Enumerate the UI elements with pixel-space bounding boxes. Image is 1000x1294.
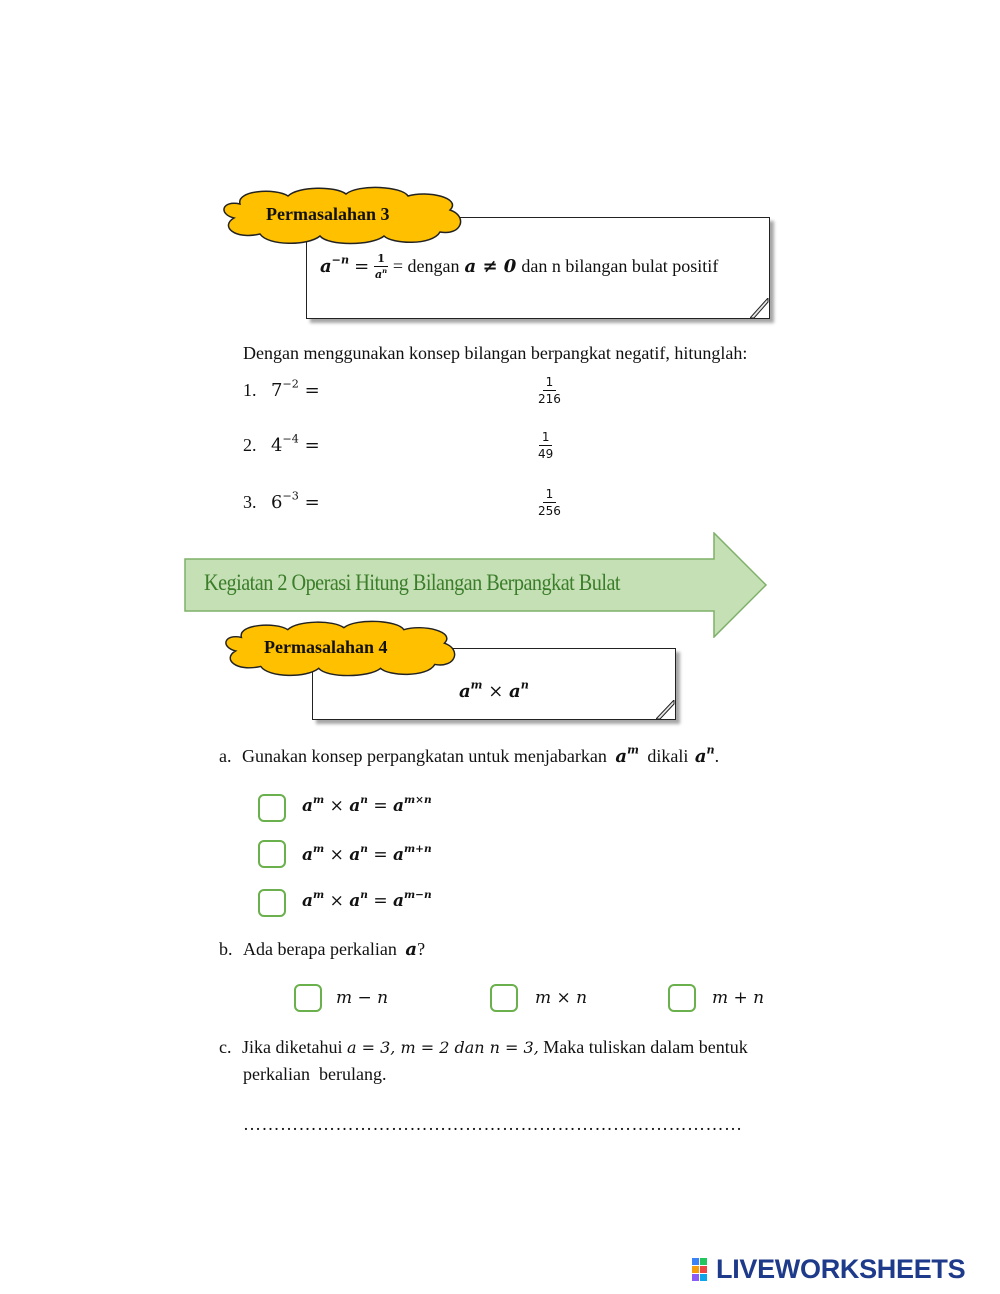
opt-equals: = (373, 796, 388, 816)
question-c-line2: perkalian berulang. (243, 1064, 387, 1084)
answer-numerator: 1 (543, 488, 557, 503)
opt-rhs-exp: m+n (404, 843, 432, 856)
question-var: a (405, 939, 418, 960)
page-curl-icon (656, 700, 676, 720)
opt-exp-n: n (360, 843, 368, 856)
opt-base: a (349, 796, 361, 816)
formula-den-base: a (375, 268, 383, 281)
question-a: a. Gunakan konsep perpangkatan untuk menjabarkan $a^m$ dikali $a^n$. (219, 743, 720, 767)
problem3-formula: $a^{-n}$ = $\frac{1}{a^n}$ = dengan a ≠ 0 dan n bilangan bulat positif (320, 252, 719, 281)
liveworksheets-logo-icon (692, 1258, 716, 1282)
answer-fraction-3 (538, 488, 561, 517)
item-exp: −2 (282, 377, 299, 391)
problem4-formula (459, 678, 529, 702)
opt-base: a (302, 796, 314, 816)
problem4-badge-label: Permasalahan 4 (264, 637, 388, 657)
opt-base: a (302, 845, 314, 865)
question-label: a. (219, 746, 232, 766)
item-equals: = (304, 492, 320, 513)
opt-base: a (392, 845, 404, 865)
question-values: a = 3, m = 2 dan n = 3, (346, 1038, 539, 1057)
option-a1-checkbox[interactable] (258, 794, 286, 822)
problem3-instruction: Dengan menggunakan konsep bilangan berpangkat negatif, hitunglah: (243, 343, 748, 363)
opt-exp-m: m (313, 843, 325, 856)
formula-lhs-base: a (320, 256, 332, 277)
option-b3-label: m + n (712, 988, 765, 1008)
liveworksheets-logo-text[interactable]: LIVEWORKSHEETS (716, 1254, 966, 1284)
opt-times: × (329, 845, 344, 865)
opt-base: a (392, 796, 404, 816)
option-a2-checkbox[interactable] (258, 840, 286, 868)
formula-base: a (509, 681, 521, 702)
answer-numerator: 1 (539, 431, 553, 446)
answer-fraction-1 (538, 376, 561, 405)
opt-exp-m: m (313, 889, 325, 902)
question-text: Jika diketahui (242, 1037, 343, 1057)
item-base: 4 (271, 435, 283, 456)
option-a2-label (302, 845, 432, 865)
item-number: 3. (243, 492, 257, 512)
item-equals: = (304, 435, 320, 456)
formula-base: a (459, 681, 471, 702)
option-a3-label (302, 891, 432, 911)
item-equals: = (304, 380, 320, 401)
answer-denominator: 256 (538, 504, 561, 518)
question-text-post: Maka tuliskan dalam bentuk (543, 1037, 748, 1057)
formula-numerator: 1 (374, 253, 388, 267)
question-text: Gunakan konsep perpangkatan untuk menjabarkan (242, 746, 607, 766)
item-base: 6 (271, 492, 283, 513)
opt-times: × (329, 891, 344, 911)
option-a3-checkbox[interactable] (258, 889, 286, 917)
item-3 (243, 489, 320, 513)
opt-rhs-exp: m×n (404, 794, 432, 807)
item-exp: −4 (282, 432, 299, 446)
problem3-badge-label: Permasalahan 3 (266, 204, 390, 224)
opt-base: a (392, 891, 404, 911)
formula-tail-text: dan n bilangan bulat positif (521, 256, 719, 276)
opt-equals: = (373, 891, 388, 911)
opt-times: × (329, 796, 344, 816)
formula-lhs-exp: −n (331, 253, 350, 267)
answer-denominator: 216 (538, 392, 561, 406)
question-mark: ? (417, 939, 426, 959)
option-a1-label (302, 796, 432, 816)
question-label: c. (219, 1037, 232, 1057)
question-label: b. (219, 939, 233, 959)
option-b1-label: m − n (336, 988, 389, 1008)
opt-exp-n: n (360, 794, 368, 807)
option-b2-label: m × n (535, 988, 588, 1008)
question-text-end: . (714, 746, 720, 766)
item-exp: −3 (282, 489, 299, 503)
answer-fraction-2 (538, 431, 553, 460)
item-number: 2. (243, 435, 257, 455)
item-number: 1. (243, 380, 257, 400)
answer-input-line[interactable]: ……………………………………………………………………… (243, 1114, 743, 1134)
answer-numerator: 1 (543, 376, 557, 391)
question-text-mid: dikali (647, 746, 689, 766)
item-base: 7 (271, 380, 283, 401)
item-2 (243, 432, 320, 456)
answer-denominator: 49 (538, 447, 554, 461)
opt-base: a (349, 845, 361, 865)
question-c (219, 1037, 748, 1058)
formula-mid-text: = dengan (392, 256, 460, 276)
question-text: Ada berapa perkalian (243, 939, 397, 959)
option-b1-checkbox[interactable] (294, 984, 322, 1012)
formula-den-exp: n (382, 266, 388, 275)
formula-exp-m: m (470, 678, 483, 692)
opt-exp-n: n (360, 889, 368, 902)
question-b (219, 939, 425, 960)
opt-base: a (302, 891, 314, 911)
opt-equals: = (373, 845, 388, 865)
opt-exp-m: m (313, 794, 325, 807)
activity-banner-title: Kegiatan 2 Operasi Hitung Bilangan Berpangkat Bulat (204, 570, 620, 595)
page-curl-icon (750, 298, 770, 320)
item-1 (243, 377, 320, 401)
option-b3-checkbox[interactable] (668, 984, 696, 1012)
opt-rhs-exp: m−n (404, 889, 432, 902)
formula-times: × (488, 681, 504, 702)
option-b2-checkbox[interactable] (490, 984, 518, 1012)
opt-base: a (349, 891, 361, 911)
formula-condition: a ≠ 0 (464, 256, 517, 277)
formula-exp-n: n (520, 678, 529, 692)
